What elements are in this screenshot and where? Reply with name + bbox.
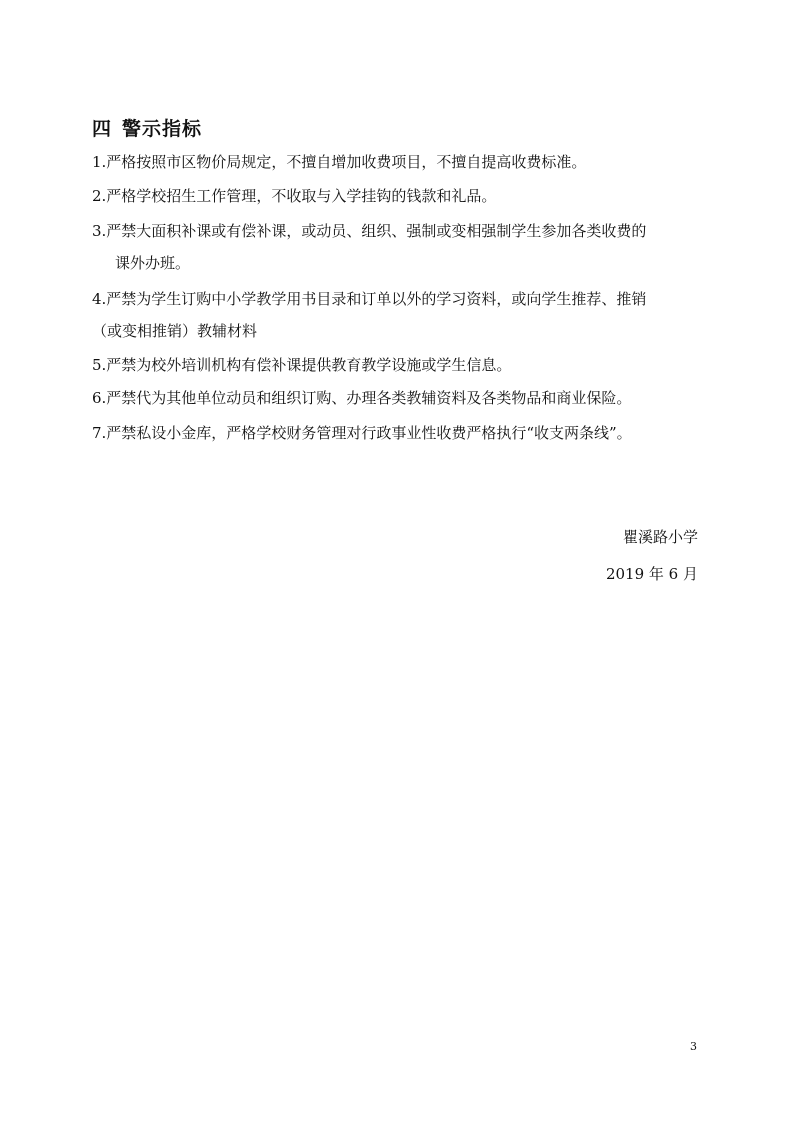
list-item-text: 3.严禁大面积补课或有偿补课，或动员、组织、强制或变相强制学生参加各类收费的 (92, 222, 647, 240)
list-item (92, 180, 712, 212)
list-item (92, 349, 712, 381)
list-item-text: 6.严禁代为其他单位动员和组织订购、办理各类教辅资料及各类物品和商业保险。 (92, 389, 632, 407)
list-item-text: 7.严禁私设小金库，严格学校财务管理对行政事业性收费严格执行“收支两条线”。 (92, 424, 632, 442)
page-number: 3 (690, 1040, 697, 1053)
list-item (92, 283, 712, 347)
list-item (92, 382, 712, 414)
list-item-text: 5.严禁为校外培训机构有偿补课提供教育教学设施或学生信息。 (92, 356, 512, 374)
signature-date: 2019 年 6 月 (605, 565, 698, 583)
section-number: 四 (92, 118, 113, 140)
list-item (92, 146, 712, 178)
list-item-text: 2.严格学校招生工作管理，不收取与入学挂钩的钱款和礼品。 (92, 187, 497, 205)
list-item-text: 1.严格按照市区物价局规定，不擅自增加收费项目，不擅自提高收费标准。 (92, 153, 587, 171)
list-item-text: 4.严禁为学生订购中小学教学用书目录和订单以外的学习资料，或向学生推荐、推销 (92, 290, 647, 308)
section-title: 警示指标 (122, 118, 203, 140)
list-item (92, 417, 712, 449)
list-item (92, 215, 712, 279)
list-item-continuation: （或变相推销）教辅材料 (92, 322, 258, 340)
list-item-continuation: 课外办班。 (115, 254, 191, 272)
section-heading (92, 114, 202, 141)
signature-org: 瞿溪路小学 (622, 528, 698, 546)
